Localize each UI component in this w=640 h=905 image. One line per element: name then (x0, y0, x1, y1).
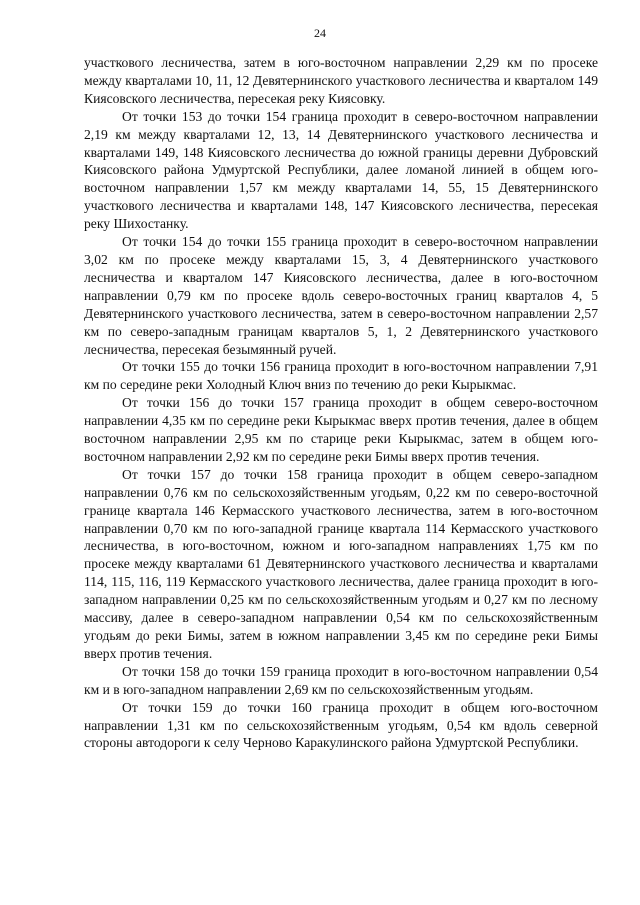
paragraph-point-156-157: От точки 156 до точки 157 граница проходит в общем северо-восточном направлении 4,35 км по середине реки Кырыкмас вверх против течения, далее в общем восточном направлении 2,95 км по старице реки Кырыкмас, затем в общем юго-восточном направлении 2,92 км по середине реки Бимы вверх против течения. (84, 395, 598, 464)
paragraph-point-155-156: От точки 155 до точки 156 граница проходит в юго-восточном направлении 7,91 км по середине реки Холодный Ключ вниз по течению до реки Кырыкмас. (84, 359, 598, 393)
paragraph-point-157-158: От точки 157 до точки 158 граница проходит в общем северо-западном направлении 0,76 км по сельскохозяйственным угодьям, 0,22 км по северо-восточной границе квартала 146 Кермасского участкового лесничества, затем в юго-восточном направлении 0,70 км по юго-западной границе квартала 114 Кермасского участкового лесничества, в юго-восточном, южном и юго-западном направлениях 1,75 км по просеке между кварталами 61 Девятернинского участкового лесничества и кварталами 114, 115, 116, 119 Кермасского участкового лесничества, далее граница проходит в юго-западном направлении 0,25 км по сельскохозяйственным угодьям и 0,27 км по лесному массиву, далее в северо-западном направлении 0,54 км по сельскохозяйственным угодьям до реки Бимы, затем в южном направлении 3,45 км по середине реки Бимы вверх против течения. (84, 466, 598, 661)
document-body (84, 54, 598, 752)
paragraph-continuation: участкового лесничества, затем в юго-восточном направлении 2,29 км по просеке между кварталами 10, 11, 12 Девятернинского участкового лесничества и кварталом 149 Киясовского лесничества, пересекая реку Киясовку. (84, 55, 598, 106)
paragraph-point-154-155: От точки 154 до точки 155 граница проходит в северо-восточном направлении 3,02 км по просеке между кварталами 15, 3, 4 Девятернинского участкового лесничества и кварталом 147 Киясовского лесничества, далее в юго-восточном направлении 0,79 км по просеке вдоль северо-восточных границ кварталов 4, 5 Девятернинского участкового лесничества, затем в северо-восточном направлении 2,57 км по северо-западным границам кварталов 5, 1, 2 Девятернинского участкового лесничества, пересекая безымянный ручей. (84, 234, 598, 357)
page-number: 24 (314, 26, 326, 40)
paragraph-point-153-154: От точки 153 до точки 154 граница проходит в северо-восточном направлении 2,19 км между кварталами 12, 13, 14 Девятернинского участкового лесничества и кварталами 149, 148 Киясовского лесничества до южной границы деревни Дубровский Киясовского района Удмуртской Республики, далее ломаной линией в общем юго-восточном направлении 1,57 км между кварталами 14, 55, 15 Девятернинского участкового лесничества и кварталами 148, 147 Киясовского лесничества, пересекая реку Шихостанку. (84, 108, 598, 232)
paragraph-point-158-159: От точки 158 до точки 159 граница проходит в юго-восточном направлении 0,54 км и в юго-западном направлении 2,69 км по сельскохозяйственным угодьям. (84, 663, 598, 697)
paragraph-point-159-160: От точки 159 до точки 160 граница проходит в общем юго-восточном направлении 1,31 км по сельскохозяйственным угодьям, 0,54 км вдоль северной стороны автодороги к селу Черново Каракулинского района Удмуртской Республики. (84, 699, 598, 751)
